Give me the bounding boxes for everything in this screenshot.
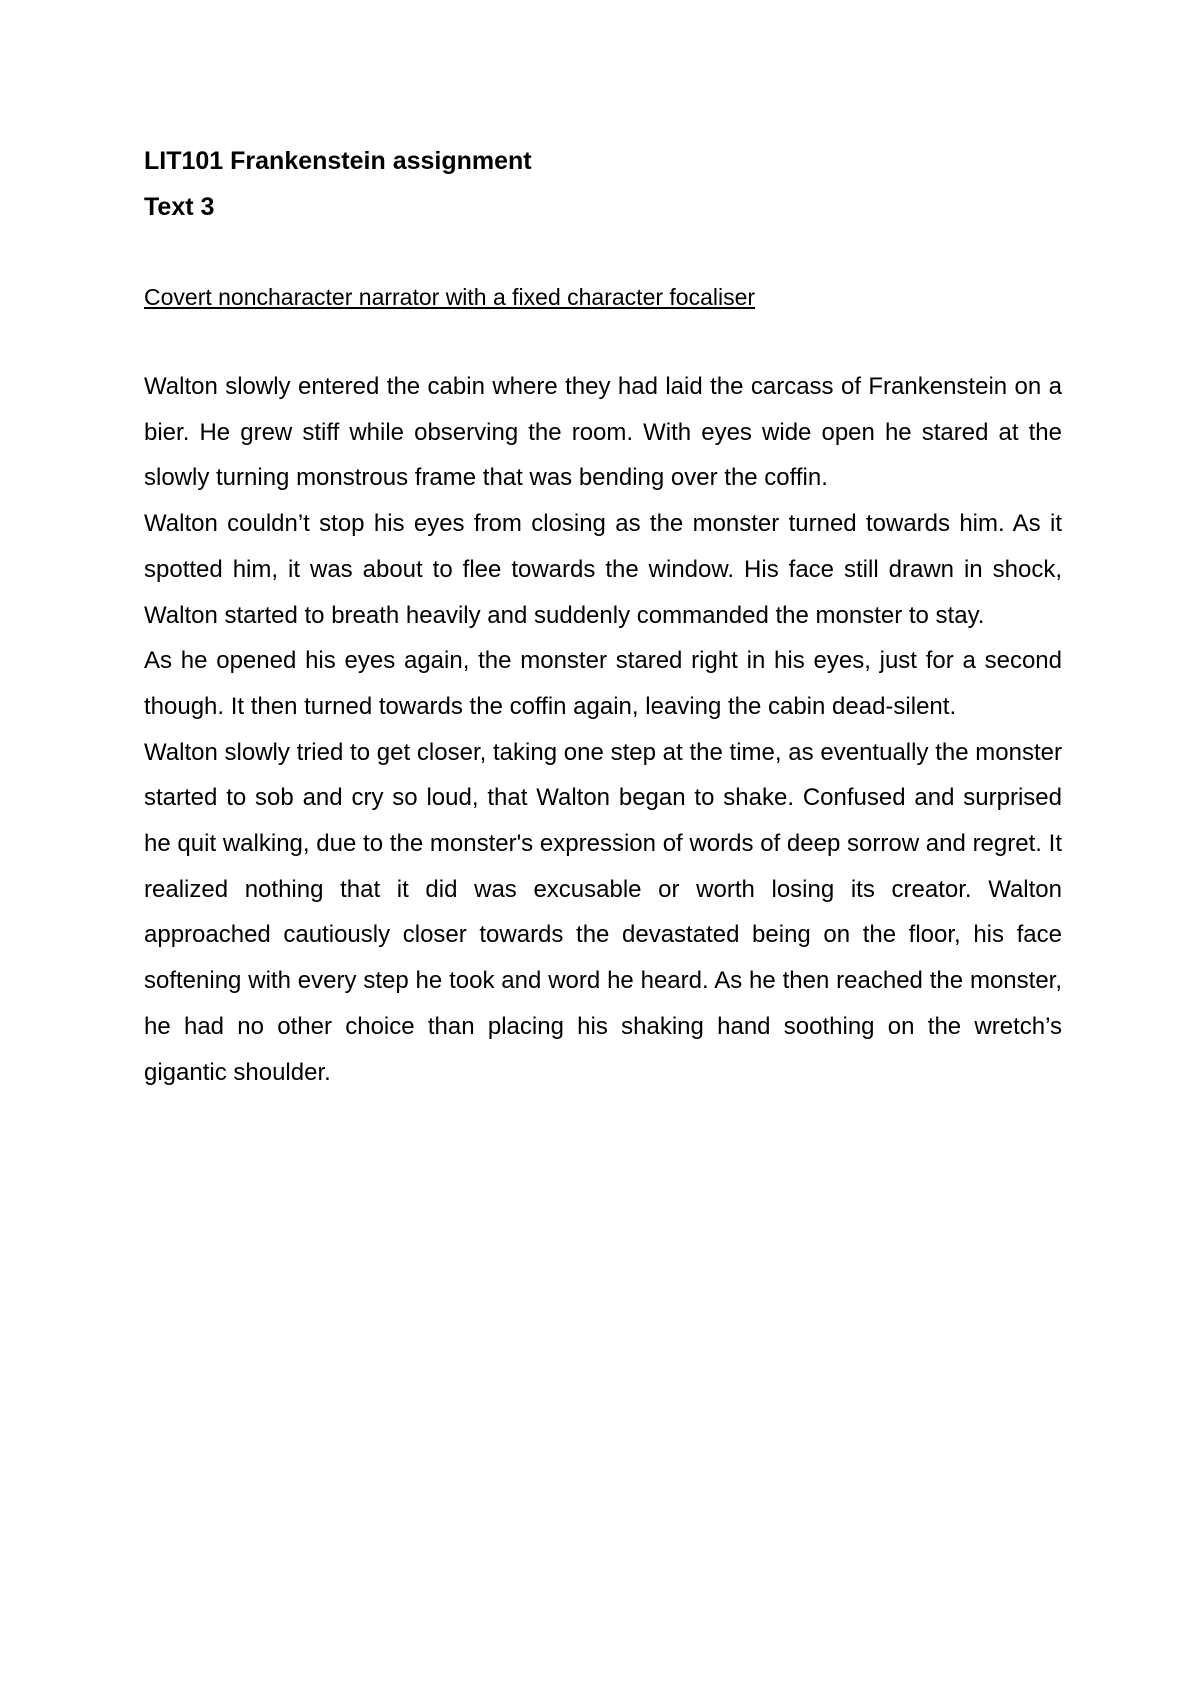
- paragraph-3: As he opened his eyes again, the monster stared right in his eyes, just for a second though. It then turned towards the coffin again, leaving the cabin dead-silent.: [144, 647, 1062, 720]
- section-heading: Covert noncharacter narrator with a fixed character focaliser: [144, 284, 756, 310]
- document-subtitle: Text 3: [144, 193, 215, 221]
- document-content: [144, 138, 1062, 1095]
- paragraph-2: Walton couldn’t stop his eyes from closing as the monster turned towards him. As it spotted him, it was about to flee towards the window. His face still drawn in shock, Walton started to breath heavily and suddenly commanded the monster to stay.: [144, 510, 1062, 629]
- paragraph-1: Walton slowly entered the cabin where they had laid the carcass of Frankenstein on a bier. He grew stiff while observing the room. With eyes wide open he stared at the slowly turning monstrous frame that was bending over the coffin.: [144, 373, 1062, 492]
- paragraph-4: Walton slowly tried to get closer, taking one step at the time, as eventually the monster started to sob and cry so loud, that Walton began to shake. Confused and surprised he quit walking, due to the monster's expression of words of deep sorrow and regret. It realized nothing that it did was excusable or worth losing its creator. Walton approached cautiously closer towards the devastated being on the floor, his face softening with every step he took and word he heard. As he then reached the monster, he had no other choice than placing his shaking hand soothing on the wretch’s gigantic shoulder.: [144, 738, 1062, 1086]
- document-title: LIT101 Frankenstein assignment: [144, 147, 532, 175]
- body-text: [144, 364, 1062, 1095]
